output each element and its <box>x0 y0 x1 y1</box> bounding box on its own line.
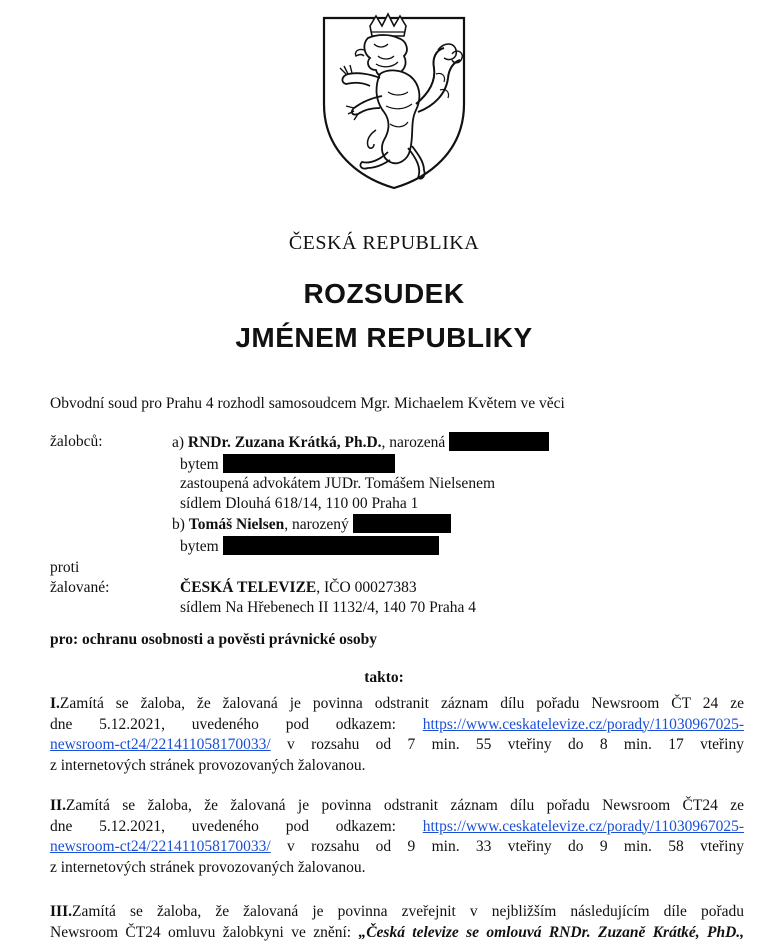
verdict-item-iii <box>50 902 744 943</box>
verdict-item-ii <box>50 796 744 878</box>
plaintiff-a-address: bytem <box>180 456 219 473</box>
document-subtitle: JMÉNEM REPUBLIKY <box>235 322 533 353</box>
redaction-box <box>353 514 451 533</box>
verdict-item-i <box>50 694 744 776</box>
coat-of-arms-emblem <box>318 12 470 192</box>
defendant-ico: , IČO 00027383 <box>316 579 417 596</box>
decision-heading-text: takto: <box>364 669 404 686</box>
plaintiff-a-seat: sídlem Dlouhá 618/14, 110 00 Praha 1 <box>180 495 419 512</box>
defendant-seat: sídlem Na Hřebenech II 1132/4, 140 70 Praha 4 <box>180 599 476 616</box>
item-ii-text-2: dne 5.12.2021, uvedeného pod odkazem: <box>50 817 423 835</box>
item-ii-text-1: Zamítá se žaloba, že žalovaná je povinna odstranit záznam dílu pořadu Newsroom ČT24 ze <box>65 797 744 814</box>
plaintiff-b-born: , narozený <box>284 516 349 533</box>
item-ii-line-2 <box>50 817 744 838</box>
item-i-line-1 <box>50 694 744 715</box>
item-ii-line-1 <box>50 796 744 817</box>
plaintiff-a-address-line <box>180 454 395 475</box>
redaction-box <box>449 432 549 451</box>
decision-heading <box>0 668 768 688</box>
plaintiff-b-name: Tomáš Nielsen <box>188 516 285 533</box>
item-i-line-2 <box>50 715 744 736</box>
item-iii-text-1: Zamítá se žaloba, že žalovaná je povinna zveřejnit v nejbližším následujícím díle pořadu <box>71 903 744 920</box>
plaintiff-a-name: RNDr. Zuzana Krátká, Ph.D. <box>187 434 382 451</box>
item-i-text-2: dne 5.12.2021, uvedeného pod odkazem: <box>50 715 423 733</box>
redaction-box <box>223 454 395 473</box>
intro-text: Obvodní soud pro Prahu 4 rozhodl samosoudcem Mgr. Michaelem Květem ve věci <box>50 395 565 412</box>
state-name: ČESKÁ REPUBLIKA <box>288 232 480 254</box>
item-ii-line-3 <box>50 837 744 858</box>
item-i-link-cont[interactable]: newsroom-ct24/221411058170033/ <box>50 736 271 753</box>
item-iii-line-1 <box>50 902 744 923</box>
plaintiff-a-born: , narozená <box>381 434 446 451</box>
item-ii-line-4: z internetových stránek provozovaných žalovanou. <box>50 858 366 876</box>
defendant-label: žalované: <box>50 579 110 596</box>
plaintiffs-label: žalobců: <box>50 433 103 450</box>
plaintiff-b-prefix: b) <box>172 516 189 533</box>
item-ii-text-3: v rozsahu od 9 min. 33 vteřiny do 9 min. 58 vteřiny <box>270 838 744 855</box>
item-iii-line-2 <box>50 923 744 944</box>
plaintiff-b-address: bytem <box>180 538 219 555</box>
against-label: proti <box>50 559 80 576</box>
item-ii-link-cont[interactable]: newsroom-ct24/221411058170033/ <box>50 838 271 855</box>
item-i-line-4: z internetových stránek provozovaných žalovanou. <box>50 756 366 774</box>
plaintiff-b-line <box>172 514 451 535</box>
item-iii-quote: „Česká televize se omlouvá RNDr. Zuzaně Krátké, PhD., <box>358 923 745 941</box>
subject-text: pro: ochranu osobnosti a pověsti právnické osoby <box>50 631 377 648</box>
item-i-text-1: Zamítá se žaloba, že žalovaná je povinna odstranit záznam dílu pořadu Newsroom ČT 24 ze <box>59 695 744 712</box>
item-iii-text-2: Newsroom ČT24 omluvu žalobkyni ve znění: <box>50 923 359 941</box>
item-i-text-3: v rozsahu od 7 min. 55 vteřiny do 8 min. 17 vteřiny <box>270 736 744 753</box>
item-i-line-3 <box>50 735 744 756</box>
defendant-name: ČESKÁ TELEVIZE <box>180 579 317 596</box>
plaintiff-a-line <box>172 432 549 453</box>
document-title: ROZSUDEK <box>303 278 465 309</box>
item-ii-link[interactable]: https://www.ceskatelevize.cz/porady/11030967025- <box>422 817 744 835</box>
defendant-line <box>180 578 417 598</box>
plaintiff-a-prefix: a) <box>172 434 188 451</box>
plaintiff-b-address-line <box>180 536 439 557</box>
plaintiff-a-representative: zastoupená advokátem JUDr. Tomášem Nielsenem <box>180 475 496 492</box>
item-ii-number: II. <box>50 797 66 814</box>
item-iii-number: III. <box>50 903 72 920</box>
item-i-number: I. <box>50 695 60 712</box>
redaction-box <box>223 536 439 555</box>
item-i-link[interactable]: https://www.ceskatelevize.cz/porady/11030967025- <box>422 715 744 733</box>
subject-line <box>50 630 377 650</box>
